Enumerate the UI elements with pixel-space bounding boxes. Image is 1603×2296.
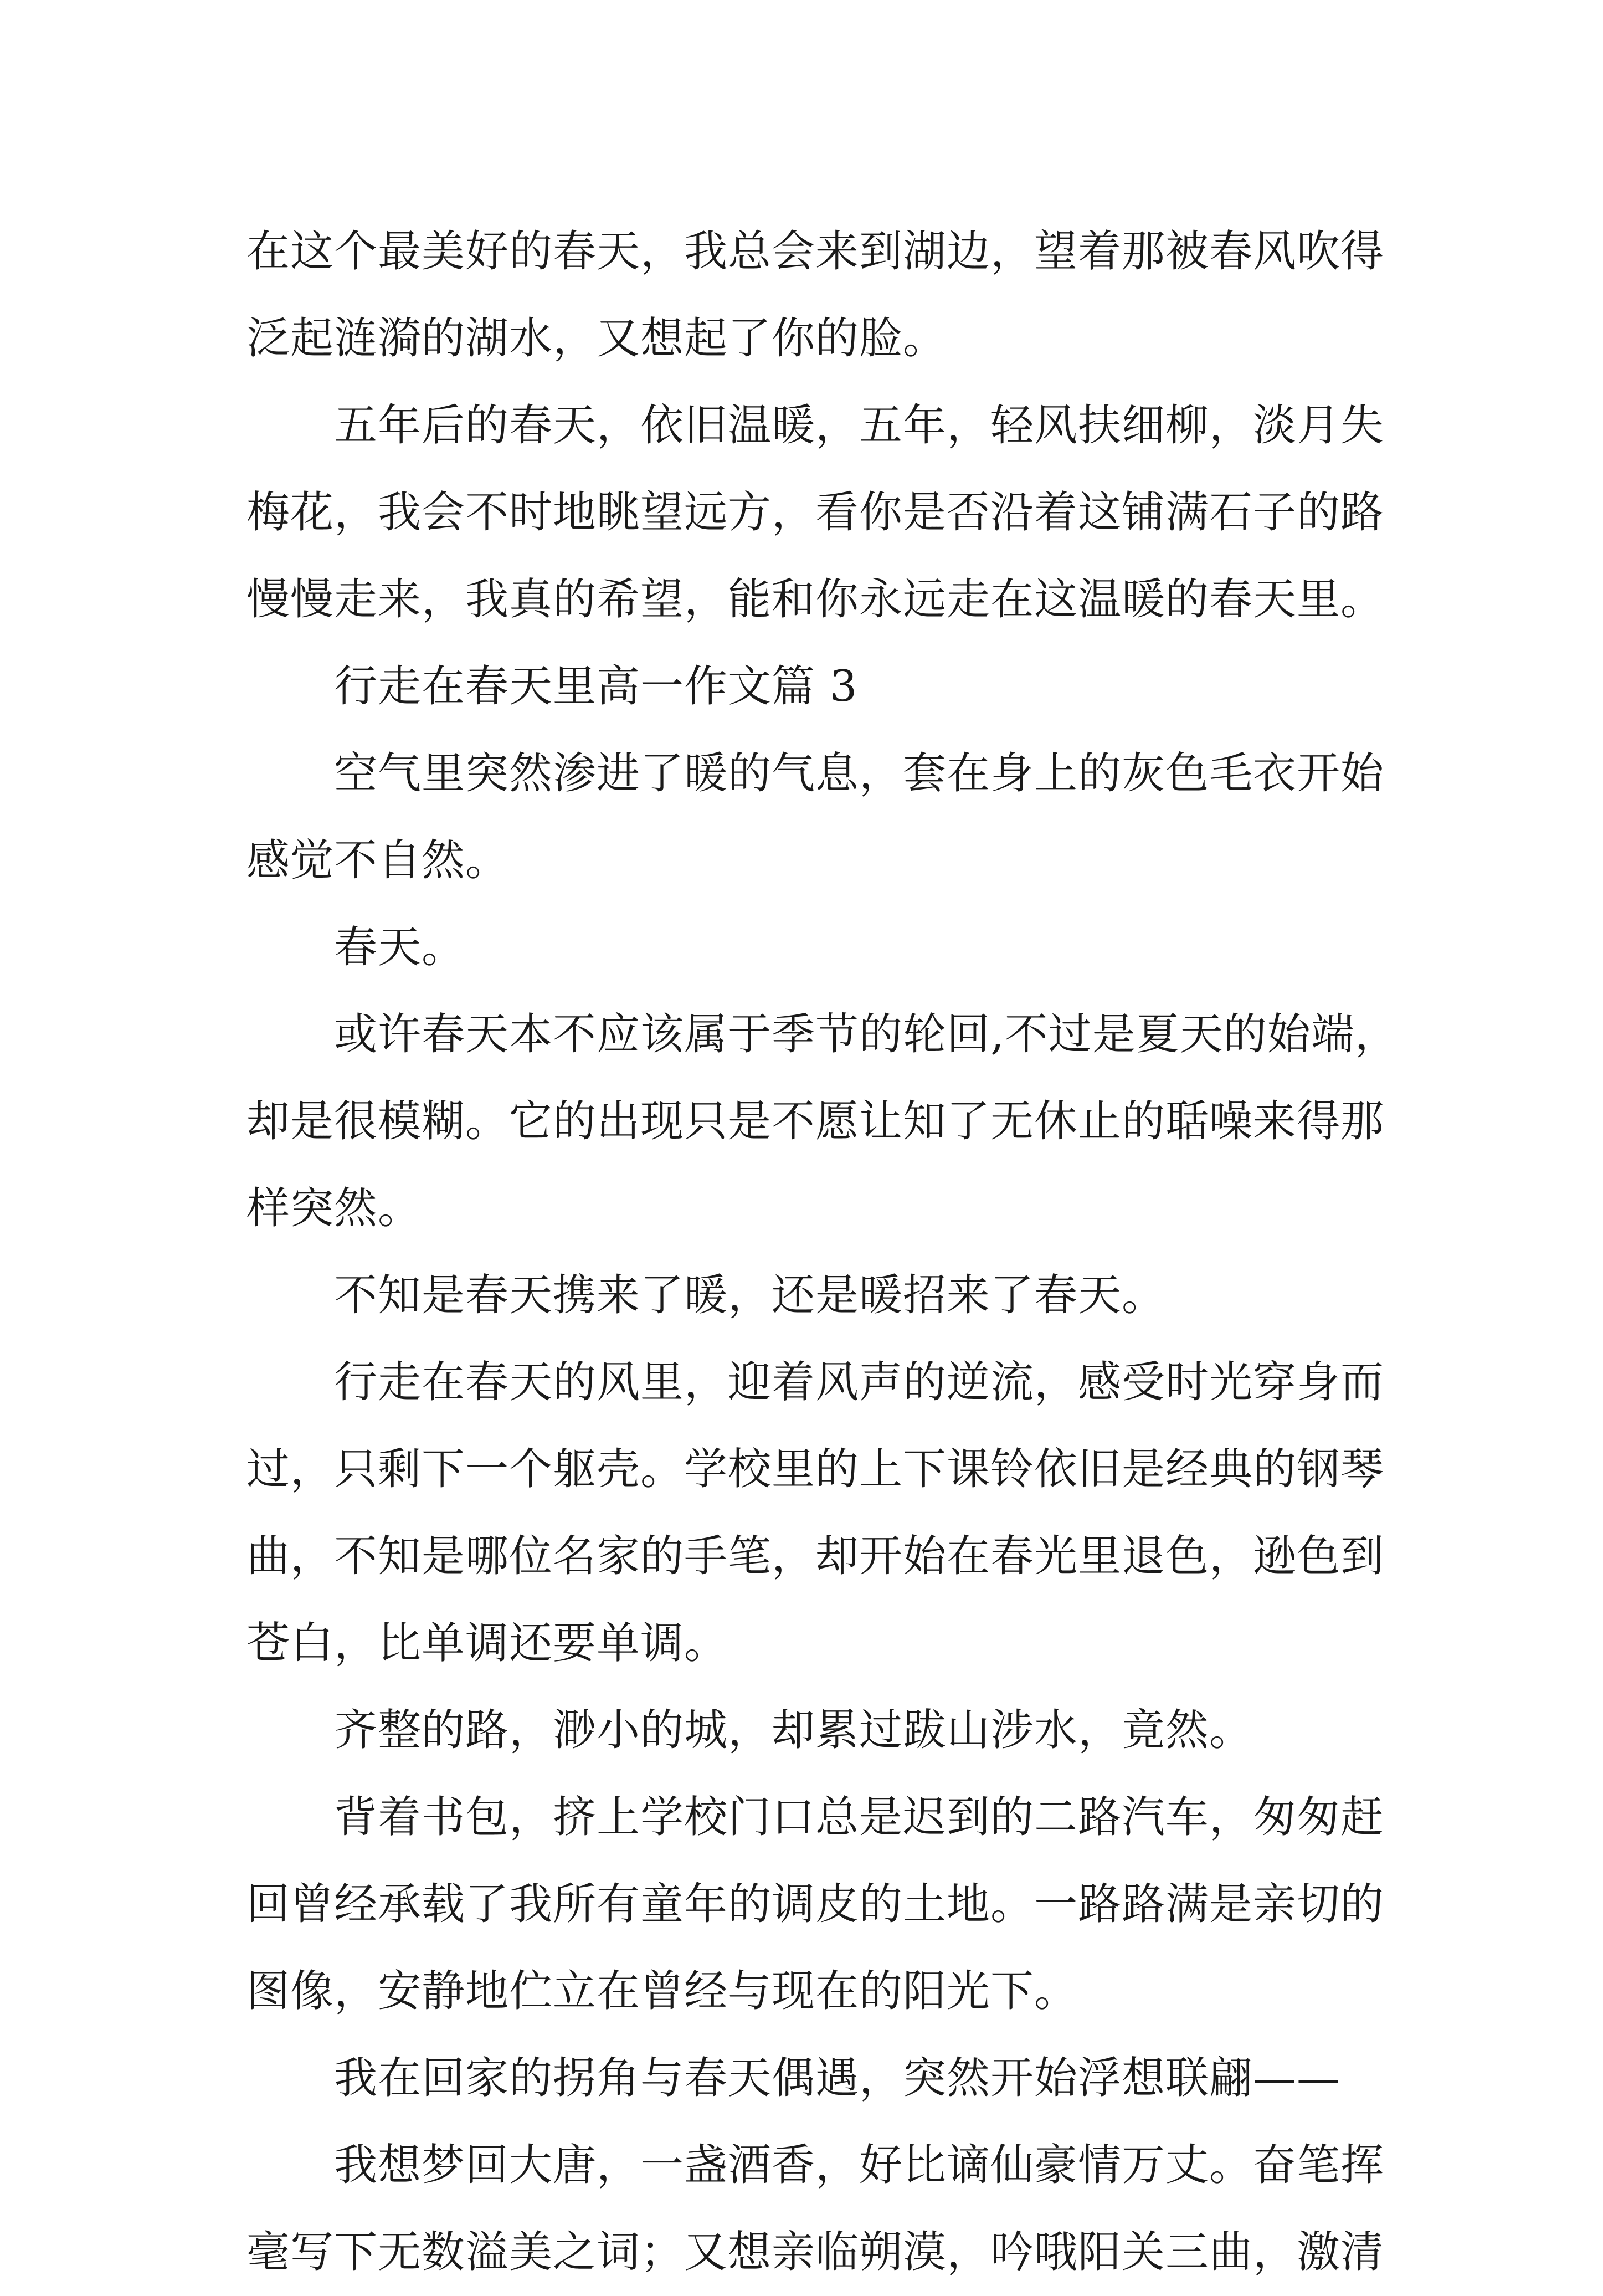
text-line: 曲，不知是哪位名家的手笔，却开始在春光里退色，逊色到	[246, 1531, 1385, 1581]
paragraph	[246, 1339, 1385, 1687]
paragraph	[246, 1774, 1385, 2035]
paragraph	[246, 730, 1385, 904]
paragraph	[246, 2035, 1376, 2122]
text-line: 不知是春天携来了暖，还是暖招来了春天。	[334, 1270, 1166, 1320]
text-line: 行走在春天的风里，迎着风声的逆流，感受时光穿身而	[334, 1357, 1385, 1407]
text-line: 毫写下无数溢美之词；又想亲临朔漠，吟哦阳关三曲，激清	[246, 2227, 1385, 2277]
text-line: 泛起涟漪的湖水，又想起了你的脸。	[246, 314, 947, 363]
text-line: 在这个最美好的春天，我总会来到湖边，望着那被春风吹得	[246, 227, 1385, 276]
paragraph	[246, 904, 1376, 991]
text-line: 过，只剩下一个躯壳。学校里的上下课铃依旧是经典的钢琴	[246, 1444, 1385, 1494]
text-line: 感觉不自然。	[246, 836, 510, 885]
text-line: 样突然。	[246, 1183, 422, 1233]
text-line: 齐整的路，渺小的城，却累过跋山涉水，竟然。	[334, 1705, 1253, 1755]
paragraph	[246, 1687, 1376, 1774]
paragraph	[246, 382, 1385, 643]
text-line: 五年后的春天，依旧温暖，五年，轻风扶细柳，淡月失	[334, 401, 1385, 450]
text-line: 回曾经承载了我所有童年的调皮的土地。一路路满是亲切的	[246, 1879, 1385, 1929]
paragraph	[246, 991, 1399, 1252]
paragraph	[246, 2122, 1385, 2296]
body-text	[246, 208, 1399, 2296]
text-line: 背着书包，挤上学校门口总是迟到的二路汽车，匆匆赶	[334, 1792, 1385, 1842]
text-line: 空气里突然渗进了暖的气息，套在身上的灰色毛衣开始	[334, 749, 1385, 798]
section-heading	[246, 643, 1376, 730]
text-line: 苍白，比单调还要单调。	[246, 1618, 728, 1668]
text-line: 或许春天本不应该属于季节的轮回,不过是夏天的始端，	[334, 1009, 1399, 1059]
text-line: 图像，安静地伫立在曾经与现在的阳光下。	[246, 1966, 1078, 2016]
paragraph	[246, 1252, 1376, 1339]
text-line: 我想梦回大唐，一盏酒香，好比谪仙豪情万丈。奋笔挥	[334, 2140, 1385, 2190]
text-line: 慢慢走来，我真的希望，能和你永远走在这温暖的春天里。	[246, 575, 1385, 624]
text-line: 却是很模糊。它的出现只是不愿让知了无休止的聒噪来得那	[246, 1096, 1385, 1146]
text-line: 行走在春天里高一作文篇 3	[334, 662, 858, 711]
paragraph	[246, 208, 1385, 382]
text-line: 春天。	[334, 922, 466, 972]
text-line: 梅花，我会不时地眺望远方，看你是否沿着这铺满石子的路	[246, 488, 1385, 537]
text-line: 我在回家的拐角与春天偶遇，突然开始浮想联翩——	[334, 2053, 1341, 2103]
